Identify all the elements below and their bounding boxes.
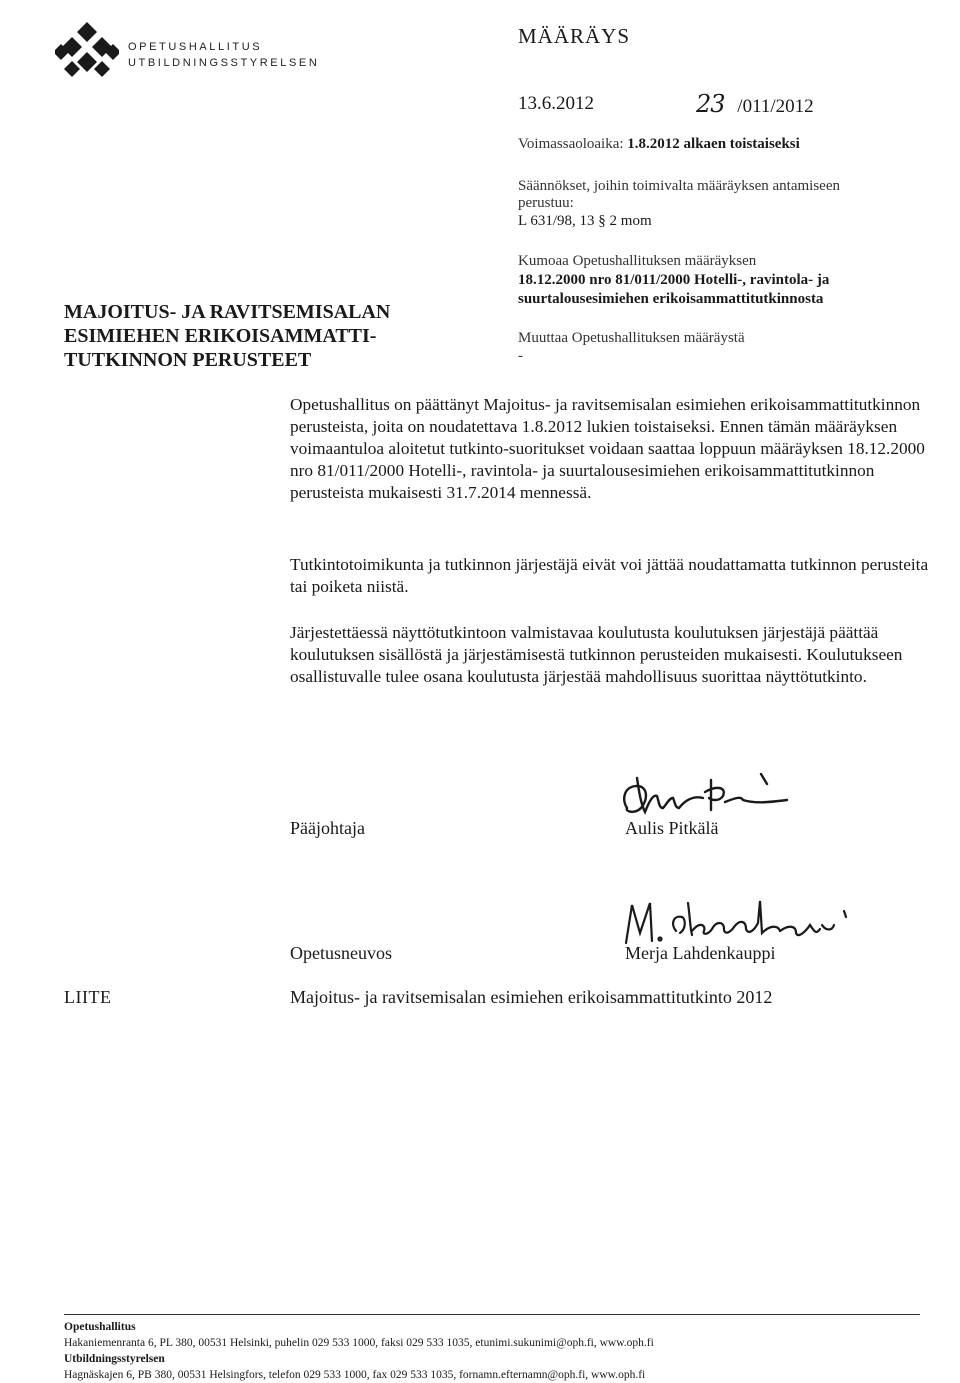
repeals-label: Kumoaa Opetushallituksen määräyksen bbox=[518, 253, 757, 269]
title-line-1: MAJOITUS- JA RAVITSEMISALAN bbox=[64, 301, 391, 323]
basis-label-line2: perustuu: bbox=[518, 195, 574, 211]
footer bbox=[64, 1319, 654, 1383]
basis-label-line1: Säännökset, joihin toimivalta määräyksen antamiseen bbox=[518, 178, 840, 194]
attachment-text: Majoitus- ja ravitsemisalan esimiehen erikoisammattitutkinto 2012 bbox=[290, 987, 773, 1007]
repeals-line1: 18.12.2000 nro 81/011/2000 Hotelli-, ravintola- ja bbox=[518, 272, 830, 288]
signature-1-role: Pääjohtaja bbox=[290, 818, 365, 838]
decision-number bbox=[696, 90, 814, 118]
footer-divider bbox=[64, 1314, 920, 1315]
amends-value: - bbox=[518, 348, 523, 364]
document-title bbox=[64, 300, 390, 372]
title-line-2: ESIMIEHEN ERIKOISAMMATTI- bbox=[64, 325, 377, 347]
decision-number-suffix: /011/2012 bbox=[737, 96, 814, 117]
repeals-line2: suurtalousesimiehen erikoisammattitutkinnosta bbox=[518, 291, 824, 307]
body-paragraph-1: Opetushallitus on päättänyt Majoitus- ja ravitsemisalan esimiehen erikoisammattitutkinnon perusteista, joita on noudatettava 1.8.2012 lukien toistaiseksi. Ennen tämän määräyksen voimaantuloa aloitetut tutkinto-suoritukset voidaan saattaa loppuun määräyksen 18.12.2000 nro 81/011/2000 Hotelli-, ravintola- ja suurtalousesimiehen erikoisammattitutkinnon perusteista mukaisesti 31.7.2014 mennessä. bbox=[290, 395, 925, 502]
handwritten-number: 23 bbox=[696, 90, 725, 118]
signature-1-name: Aulis Pitkälä bbox=[625, 818, 719, 838]
document-date: 13.6.2012 bbox=[518, 93, 594, 114]
validity-line bbox=[518, 136, 800, 153]
validity-value: 1.8.2012 alkaen toistaiseksi bbox=[627, 136, 800, 152]
signature-2-role: Opetusneuvos bbox=[290, 943, 392, 963]
basis-value: L 631/98, 13 § 2 mom bbox=[518, 213, 652, 229]
footer-address-fi: Hakaniemenranta 6, PL 380, 00531 Helsinki, puhelin 029 533 1000, faksi 029 533 1035, etunimi.sukunimi@oph.fi, www.oph.fi bbox=[64, 1337, 654, 1349]
org-name-sv: UTBILDNINGSSTYRELSEN bbox=[128, 57, 320, 69]
amends-label: Muuttaa Opetushallituksen määräystä bbox=[518, 330, 745, 346]
validity-label: Voimassaoloaika: bbox=[518, 136, 624, 152]
signature-2-image bbox=[620, 895, 860, 950]
signature-2-name: Merja Lahdenkauppi bbox=[625, 943, 776, 963]
org-name-fi: OPETUSHALLITUS bbox=[128, 41, 263, 53]
opetushallitus-logo-icon bbox=[55, 20, 119, 84]
footer-address-sv: Hagnäskajen 6, PB 380, 00531 Helsingfors, telefon 029 533 1000, fax 029 533 1035, fornamn.efternamn@oph.fi, www.oph.fi bbox=[64, 1369, 646, 1381]
body-paragraph-3: Järjestettäessä näyttötutkintoon valmistavaa koulutusta koulutuksen järjestäjä päättää koulutuksen sisällöstä ja järjestämisestä tutkinnon perusteiden mukaisesti. Koulutukseen osallistuvalle tulee osana koulutusta järjestää mahdollisuus suorittaa näyttötutkinto. bbox=[290, 623, 903, 686]
footer-org-fi: Opetushallitus bbox=[64, 1321, 136, 1333]
body-paragraph-2: Tutkintotoimikunta ja tutkinnon järjestäjä eivät voi jättää noudattamatta tutkinnon perusteita tai poiketa niistä. bbox=[290, 555, 929, 596]
title-line-3: TUTKINNON PERUSTEET bbox=[64, 349, 312, 371]
document-type: MÄÄRÄYS bbox=[518, 24, 631, 48]
attachment-label: LIITE bbox=[64, 987, 112, 1007]
footer-org-sv: Utbildningsstyrelsen bbox=[64, 1353, 165, 1365]
